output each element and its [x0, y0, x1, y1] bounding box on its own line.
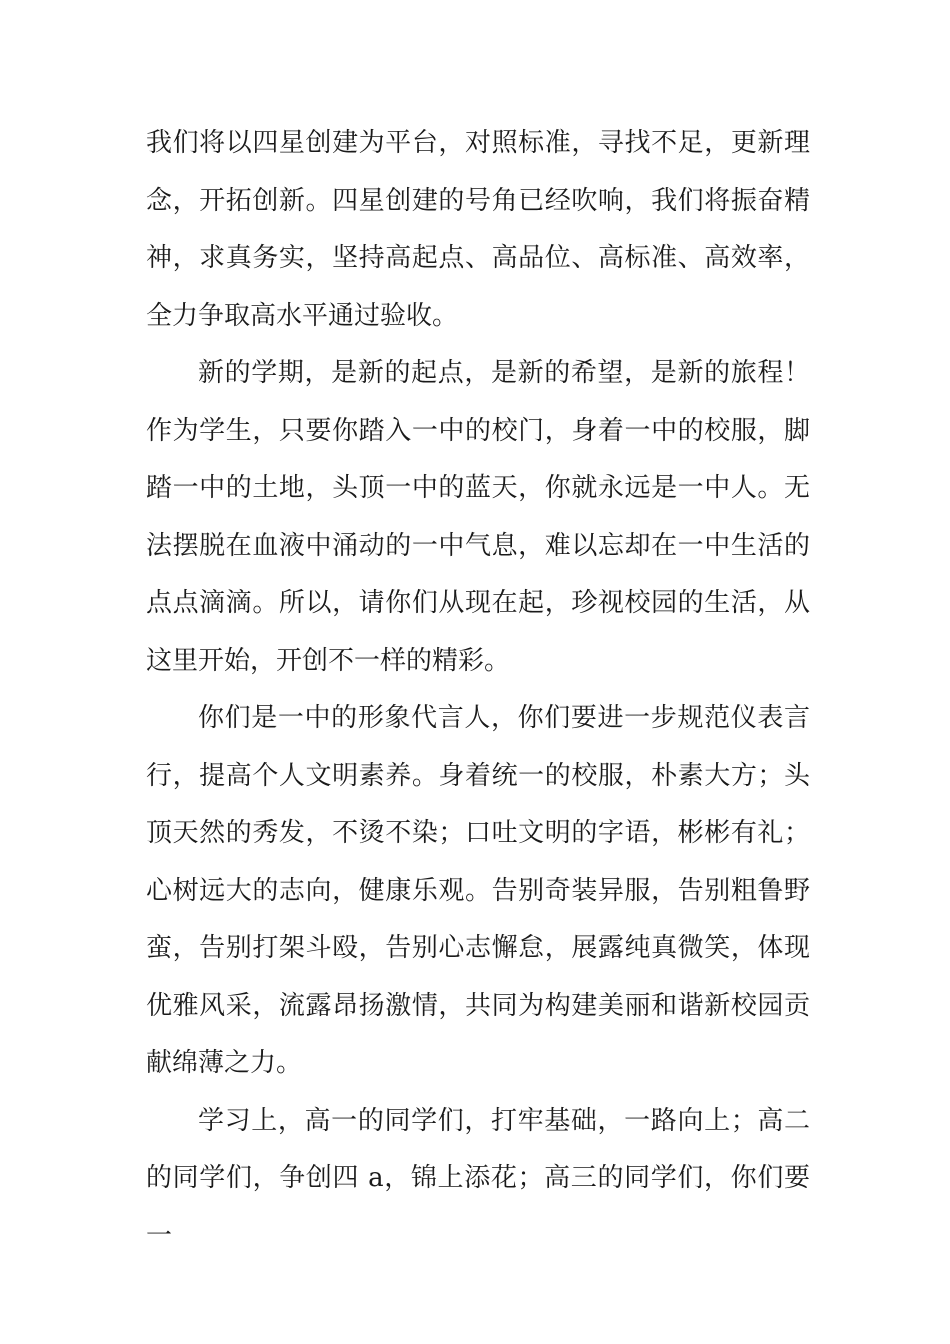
document-body: [146, 115, 810, 1265]
paragraph-3: 你们是一中的形象代言人，你们要进一步规范仪表言行，提高个人文明素养。身着统一的校服，朴素大方；头顶天然的秀发，不烫不染；口吐文明的字语，彬彬有礼；心树远大的志向，健康乐观。告别奇装异服，告别粗鲁野蛮，告别打架斗殴，告别心志懈怠，展露纯真微笑，体现优雅风采，流露昂扬激情，共同为构建美丽和谐新校园贡献绵薄之力。: [146, 703, 810, 1078]
paragraph-1: 我们将以四星创建为平台，对照标准，寻找不足，更新理念，开拓创新。四星创建的号角已经吹响，我们将振奋精神，求真务实，坚持高起点、高品位、高标准、高效率，全力争取高水平通过验收。: [146, 128, 810, 331]
paragraph-4: 学习上，高一的同学们，打牢基础，一路向上；高二的同学们，争创四 a，锦上添花；高三的同学们，你们要一: [146, 1105, 810, 1251]
paragraph-2: 新的学期，是新的起点，是新的希望，是新的旅程！作为学生，只要你踏入一中的校门，身着一中的校服，脚踏一中的土地，头顶一中的蓝天，你就永远是一中人。无法摆脱在血液中涌动的一中气息，难以忘却在一中生活的点点滴滴。所以，请你们从现在起，珍视校园的生活，从这里开始，开创不一样的精彩。: [146, 358, 810, 676]
